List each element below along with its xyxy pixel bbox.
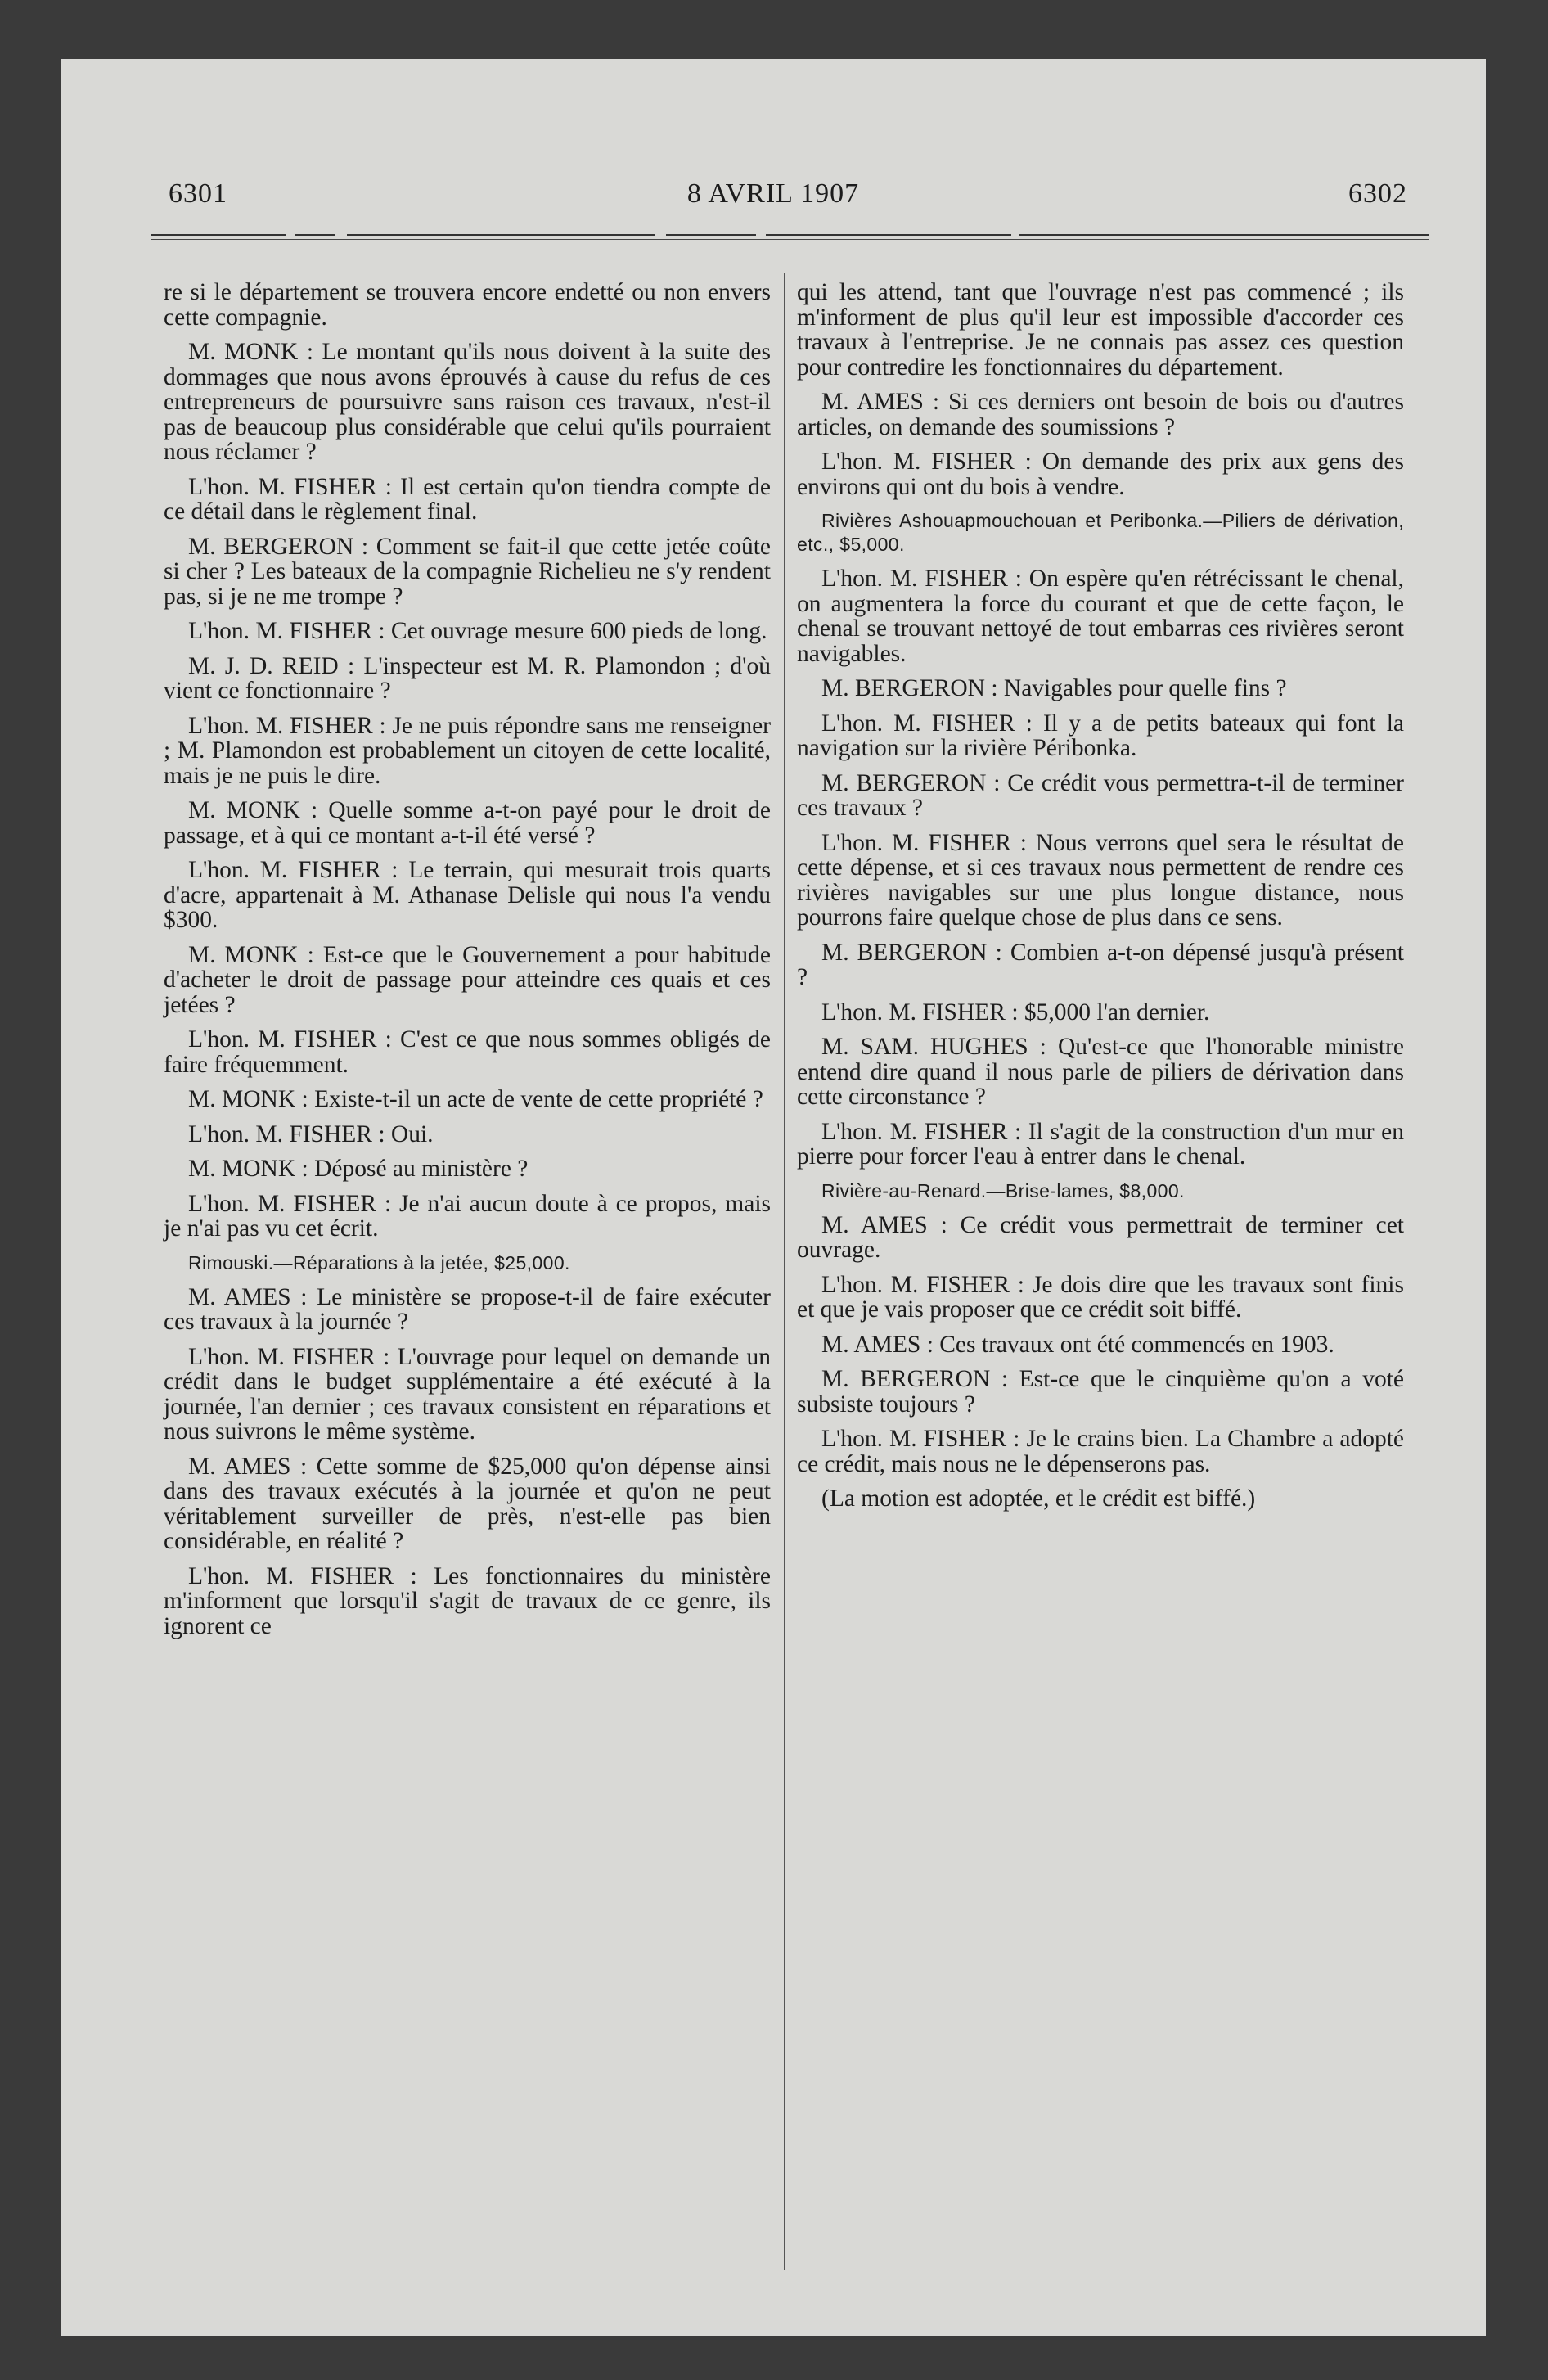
paragraph: M. AMES : Ce crédit vous permettrait de terminer cet ouvrage. [797, 1211, 1404, 1263]
paragraph: L'hon. M. FISHER : C'est ce que nous sommes obligés de faire fréquemment. [164, 1026, 771, 1078]
paragraph: M. MONK : Quelle somme a-t-on payé pour le droit de passage, et à qui ce montant a-t-il été versé ? [164, 797, 771, 849]
paragraph: L'hon. M. FISHER : Je n'ai aucun doute à ce propos, mais je n'ai pas vu cet écrit. [164, 1190, 771, 1242]
right-column [797, 280, 1404, 1521]
paragraph: L'hon. M. FISHER : Il y a de petits bateaux qui font la navigation sur la rivière Péribonka. [797, 710, 1404, 761]
paragraph: M. BERGERON : Comment se fait-il que cette jetée coûte si cher ? Les bateaux de la compagnie Richelieu ne s'y rendent pas, si je ne me trompe ? [164, 533, 771, 610]
paragraph: L'hon. M. FISHER : $5,000 l'an dernier. [821, 998, 1210, 1025]
paragraph: L'hon. M. FISHER : On espère qu'en rétrécissant le chenal, on augmentera la force du courant et que de cette façon, le chenal se trouvant nettoyé de tout embarras ces rivières seront navigables. [797, 566, 1404, 667]
paragraph: M. AMES : Si ces derniers ont besoin de bois ou d'autres articles, on demande des soumissions ? [797, 389, 1404, 440]
page-header [61, 178, 1486, 228]
paragraph: M. AMES : Cette somme de $25,000 qu'on dépense ainsi dans des travaux exécutés à la journée et qu'on ne peut véritablement surveiller de près, n'est-elle pas bien considérable, en réalité ? [164, 1453, 771, 1554]
paragraph: re si le département se trouvera encore endetté ou non envers cette compagnie. [164, 279, 771, 331]
paragraph: M. MONK : Déposé au ministère ? [188, 1156, 529, 1182]
header-rule [61, 234, 1486, 242]
paragraph: L'hon. M. FISHER : Le terrain, qui mesurait trois quarts d'acre, appartenait à M. Athanase Delisle qui nous l'a vendu $300. [164, 857, 771, 933]
paragraph: M. MONK : Le montant qu'ils nous doivent à la suite des dommages que nous avons éprouvés à cause du refus de ces entrepreneurs de poursuivre sans raison ces travaux, n'est-il pas de beaucoup plus considérable que celui qu'ils pourraient nous réclamer ? [164, 339, 771, 465]
paragraph: L'hon. M. FISHER : L'ouvrage pour lequel on demande un crédit dans le budget supplémentaire a été exécuté à la journée, l'an dernier ; ces travaux consistent en réparations et nous suivrons le même système. [164, 1343, 771, 1445]
paragraph: M. BERGERON : Combien a-t-on dépensé jusqu'à présent ? [797, 939, 1404, 990]
paragraph: L'hon. M. FISHER : Les fonctionnaires du ministère m'informent que lorsqu'il s'agit de travaux de ce genre, ils ignorent ce [164, 1562, 771, 1639]
paragraph: M. AMES : Le ministère se propose-t-il de faire exécuter ces travaux à la journée ? [164, 1283, 771, 1335]
paragraph: M. MONK : Est-ce que le Gouvernement a pour habitude d'acheter le droit de passage pour atteindre ces quais et ces jetées ? [164, 941, 771, 1018]
paragraph: L'hon. M. FISHER : Je ne puis répondre sans me renseigner ; M. Plamondon est probablement un citoyen de cette localité, mais je ne puis le dire. [164, 712, 771, 789]
paragraph: M. J. D. REID : L'inspecteur est M. R. Plamondon ; d'où vient ce fonctionnaire ? [164, 652, 771, 704]
item-heading: Rivières Ashouapmouchouan et Peribonka.—Piliers de dérivation, etc., $5,000. [797, 510, 1404, 555]
paragraph: M. BERGERON : Navigables pour quelle fins ? [821, 675, 1287, 701]
paragraph: L'hon. M. FISHER : Oui. [188, 1120, 434, 1147]
hansard-page [61, 59, 1486, 2336]
paragraph: (La motion est adoptée, et le crédit est biffé.) [821, 1485, 1256, 1512]
paragraph: L'hon. M. FISHER : Il est certain qu'on tiendra compte de ce détail dans le règlement final. [164, 473, 771, 525]
paragraph: L'hon. M. FISHER : On demande des prix aux gens des environs qui ont du bois à vendre. [797, 449, 1404, 500]
paragraph: M. AMES : Ces travaux ont été commencés en 1903. [821, 1331, 1334, 1358]
item-heading: Rivière-au-Renard.—Brise-lames, $8,000. [821, 1179, 1185, 1201]
paragraph: L'hon. M. FISHER : Il s'agit de la construction d'un mur en pierre pour forcer l'eau à entrer dans le chenal. [797, 1118, 1404, 1170]
paragraph: M. MONK : Existe-t-il un acte de vente de cette propriété ? [188, 1086, 763, 1112]
paragraph: L'hon. M. FISHER : Je le crains bien. La Chambre a adopté ce crédit, mais nous ne le dépenserons pas. [797, 1426, 1404, 1477]
paragraph: L'hon. M. FISHER : Cet ouvrage mesure 600 pieds de long. [188, 618, 767, 644]
paragraph: M. SAM. HUGHES : Qu'est-ce que l'honorable ministre entend dire quand il nous parle de piliers de dérivation dans cette circonstance ? [797, 1034, 1404, 1110]
page-number-right: 6302 [1348, 178, 1407, 209]
paragraph: L'hon. M. FISHER : Je dois dire que les travaux sont finis et que je vais proposer que ce crédit soit biffé. [797, 1271, 1404, 1323]
page-date: 8 AVRIL 1907 [686, 178, 860, 209]
paragraph: M. BERGERON : Ce crédit vous permettra-t-il de terminer ces travaux ? [797, 769, 1404, 821]
column-divider [784, 273, 785, 2270]
page-number-left: 6301 [169, 178, 227, 209]
left-column [164, 280, 771, 1648]
paragraph: M. BERGERON : Est-ce que le cinquième qu'on a voté subsiste toujours ? [797, 1366, 1404, 1418]
item-heading: Rimouski.—Réparations à la jetée, $25,000. [188, 1251, 570, 1273]
paragraph: L'hon. M. FISHER : Nous verrons quel sera le résultat de cette dépense, et si ces travaux nous permettent de rendre ces rivières navigables sur une plus longue distance, nous pourrons faire quelque chose de plus dans ce sens. [797, 829, 1404, 931]
paragraph: qui les attend, tant que l'ouvrage n'est pas commencé ; ils m'informent de plus qu'il leur est impossible d'accorder ces travaux à l'entreprise. Je ne connais pas assez ces question pour contredire les fonctionnaires du département. [797, 279, 1404, 381]
